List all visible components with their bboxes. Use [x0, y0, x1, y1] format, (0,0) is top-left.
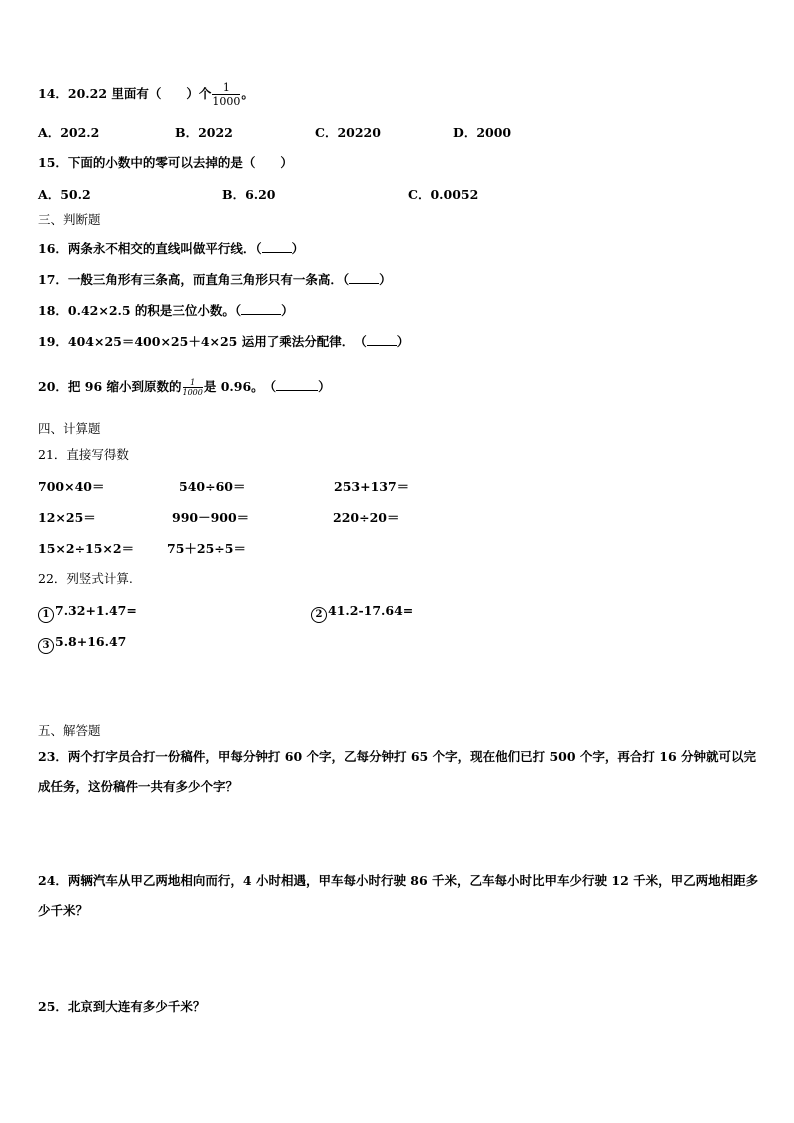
q14-option-a[interactable]: A．202.2 [38, 125, 100, 140]
question-16: 16．两条永不相交的直线叫做平行线．（ ） [38, 241, 305, 256]
calc-item: 15×2÷15×2＝ [38, 541, 135, 556]
question-15: 15．下面的小数中的零可以去掉的是（ ） [38, 155, 293, 170]
calc-item: 540÷60＝ [179, 479, 246, 494]
circled-number-3: 3 [38, 638, 54, 654]
question-18: 18．0.42×2.5 的积是三位小数。（ ） [38, 303, 294, 318]
question-14-stem: 14．20.22 里面有（ ）个 [38, 86, 212, 101]
vertical-calc-item-1: 1 7.32+1.47= [38, 603, 137, 623]
fraction-one-thousandth-small: $\frac{1}{1000}$ [182, 378, 203, 397]
q15-option-b[interactable]: B．6.20 [222, 187, 276, 202]
calc-item: 75＋25÷5＝ [167, 541, 246, 556]
answer-blank-17[interactable] [349, 271, 379, 284]
q14-option-d[interactable]: D．2000 [453, 125, 512, 140]
q14-option-c[interactable]: C．20220 [315, 125, 381, 140]
circled-number-1: 1 [38, 607, 54, 623]
question-24: 24．两辆汽车从甲乙两地相向而行，4 小时相遇，甲车每小时行驶 86 千米，乙车每小时比甲车少行驶 12 千米，甲乙两地相距多少千米？ [38, 873, 759, 918]
calc-item: 700×40＝ [38, 479, 105, 494]
section-heading-judgement: 三、判断题 [38, 212, 101, 227]
calc-item: 253+137＝ [334, 479, 410, 494]
section-heading-calculation: 四、计算题 [38, 421, 101, 436]
calc-item: 220÷20＝ [333, 510, 400, 525]
question-21-title: 21．直接写得数 [38, 447, 129, 462]
question-17: 17．一般三角形有三条高，而直角三角形只有一条高．（ ） [38, 272, 392, 287]
q14-option-b[interactable]: B．2022 [175, 125, 233, 140]
question-22-title: 22．列竖式计算. [38, 571, 133, 586]
answer-blank-18[interactable] [241, 302, 281, 315]
answer-blank-19[interactable] [367, 333, 397, 346]
answer-blank-20[interactable] [276, 378, 318, 391]
question-25: 25．北京到大连有多少千米？ [38, 999, 206, 1014]
q15-option-c[interactable]: C．0.0052 [408, 187, 479, 202]
fraction-one-thousandth: $\frac{1}{1000}$ [212, 81, 241, 108]
q15-option-a[interactable]: A．50.2 [38, 187, 91, 202]
vertical-calc-item-2: 2 41.2-17.64= [311, 603, 413, 623]
answer-blank-16[interactable] [262, 240, 292, 253]
question-20: 20．把 96 缩小到原数的 $\frac{1}{1000}$ 是 0.96。 （ ） [38, 378, 331, 397]
calc-item: 990－900＝ [172, 510, 250, 525]
circled-number-2: 2 [311, 607, 327, 623]
section-heading-word-problems: 五、解答题 [38, 723, 101, 738]
vertical-calc-item-3: 3 5.8+16.47 [38, 634, 126, 654]
question-14: 14．20.22 里面有（ ）个 $\frac{1}{1000}$ 。 [38, 81, 254, 108]
question-23: 23．两个打字员合打一份稿件，甲每分钟打 60 个字，乙每分钟打 65 个字，现在他们已打 500 个字，再合打 16 分钟就可以完成任务，这份稿件一共有多少个字？ [38, 749, 756, 794]
question-19: 19．404×25＝400×25＋4×25 运用了乘法分配律． （ ） [38, 334, 410, 349]
calc-item: 12×25＝ [38, 510, 96, 525]
